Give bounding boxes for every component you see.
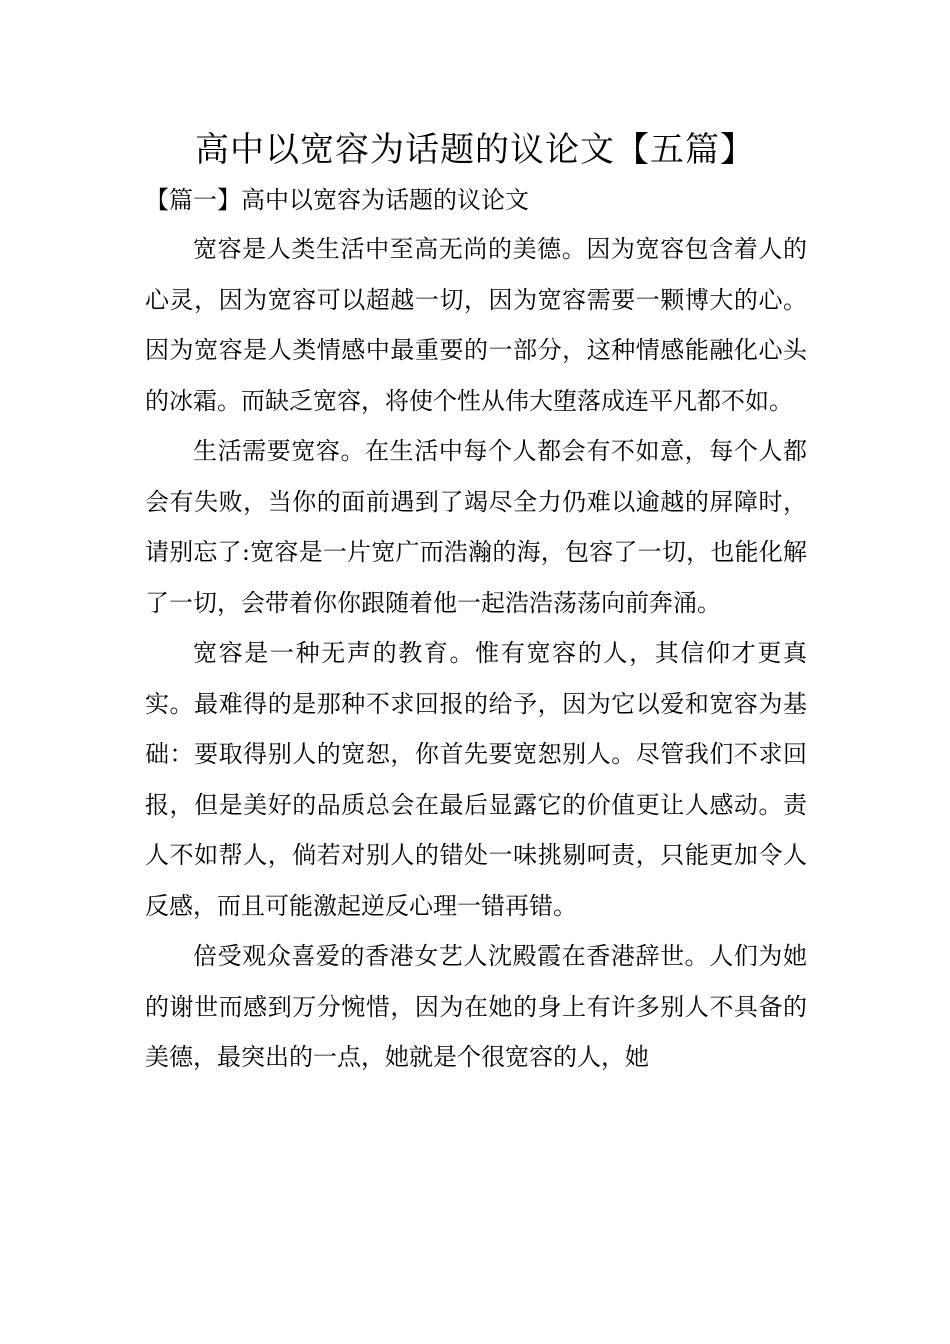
document-title: 高中以宽容为话题的议论文【五篇】	[195, 130, 755, 170]
paragraph: 宽容是一种无声的教育。惟有宽容的人，其信仰才更真实。最难得的是那种不求回报的给予，因为它以爱和宽容为基础：要取得别人的宽恕，你首先要宽恕别人。尽管我们不求回报，但是美好的品质总会在最后显露它的价值更让人感动。责人不如帮人，倘若对别人的错处一味挑剔呵责，只能更加令人反感，而且可能激起逆反心理一错再错。	[145, 639, 807, 920]
paragraph: 宽容是人类生活中至高无尚的美德。因为宽容包含着人的心灵，因为宽容可以超越一切，因为宽容需要一颗博大的心。因为宽容是人类情感中最重要的一部分，这种情感能融化心头的冰霜。而缺乏宽容，将使个性从伟大堕落成连平凡都不如。	[145, 235, 807, 415]
paragraph: 生活需要宽容。在生活中每个人都会有不如意，每个人都会有失败，当你的面前遇到了竭尽全力仍难以逾越的屏障时，请别忘了:宽容是一片宽广而浩瀚的海，包容了一切，也能化解了一切，会带着你你跟随着他一起浩浩荡荡向前奔涌。	[145, 437, 807, 617]
body-text	[145, 224, 807, 1083]
paragraph: 倍受观众喜爱的香港女艺人沈殿霞在香港辞世。人们为她的谢世而感到万分惋惜，因为在她的身上有许多别人不具备的美德，最突出的一点，她就是个很宽容的人，她	[145, 942, 807, 1071]
section-heading: 【篇一】高中以宽容为话题的议论文	[145, 186, 529, 214]
